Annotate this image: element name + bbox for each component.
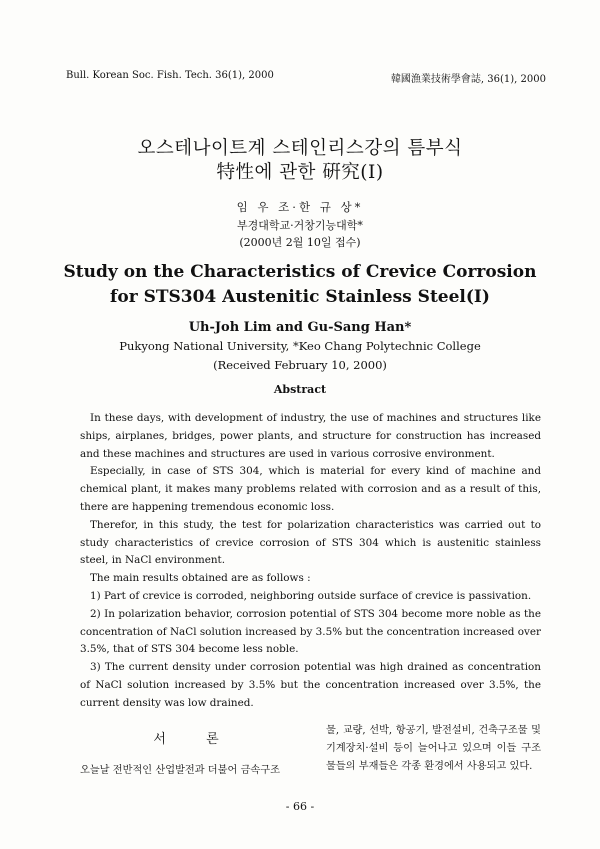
body-right-column: 물, 교량, 선박, 항공기, 발전설비, 건축구조물 및 기계장치·설비 등이 늘어나고 있으며 이들 구조물들의 부재들은 각종 환경에서 사용되고 있다. [326,725,541,772]
korean-authors: 임 우 조·한 규 상* [236,200,364,214]
abstract-result-item: 3) The current density under corrosion potential was high drained as concentration of NaCl solution increased by 3.5% but the concentration increased over 3.5%, the current density was low drained. [80,661,541,709]
abstract-paragraph: In these days, with development of industry, the use of machines and structures like ships, airplanes, bridges, power plants, and structure for construction has increased and these machines and structures are used in various corrosive environment. [80,412,541,460]
english-authors: Uh-Joh Lim and Gu-Sang Han* [188,320,412,335]
english-received-date: (Received February 10, 2000) [213,358,387,372]
abstract-result-item: 1) Part of crevice is corroded, neighboring outside surface of crevice is passivation. [90,589,532,602]
abstract-paragraph: The main results obtained are as follows : [90,572,311,585]
english-title-line1: Study on the Characteristics of Crevice Corrosion [63,262,537,282]
korean-title-line1: 오스테나이트계 스테인리스강의 틈부식 [137,138,463,159]
journal-citation-en: Bull. Korean Soc. Fish. Tech. 36(1), 2000 [66,70,274,81]
abstract-body [80,410,541,713]
abstract-result-item: 2) In polarization behavior, corrosion potential of STS 304 become more noble as the concentration of NaCl solution increased by 3.5% but the concentration increased over 3.5%, that of STS 304 become less noble. [80,607,541,656]
abstract-heading: Abstract [273,383,327,396]
abstract-paragraph: Especially, in case of STS 304, which is material for every kind of machine and chemical plant, it makes many problems related with corrosion and as a result of this, there are happening tremendous economic loss. [80,465,541,513]
korean-received-date: (2000년 2월 10일 접수) [239,236,361,249]
english-title-line2: for STS304 Austenitic Stainless Steel(Ⅰ) [110,287,490,307]
section-heading-introduction: 서 론 [153,732,237,747]
page-number: - 66 - [285,800,315,813]
korean-title-line2: 特性에 관한 硏究(Ⅰ) [216,162,384,183]
abstract-paragraph: Therefor, in this study, the test for polarization characteristics was carried out to study characteristics of crevice corrosion of STS 304 which is austenitic stainless steel, in NaCl environment. [80,518,541,567]
english-affiliation: Pukyong National University, *Keo Chang Polytechnic College [119,339,481,353]
journal-citation-kr: 韓國漁業技術學會誌, 36(1), 2000 [390,74,546,85]
korean-affiliation: 부경대학교·거창기능대학* [237,219,363,232]
body-left-column: 오늘날 전반적인 산업발전과 더불어 금속구조 [80,765,280,776]
